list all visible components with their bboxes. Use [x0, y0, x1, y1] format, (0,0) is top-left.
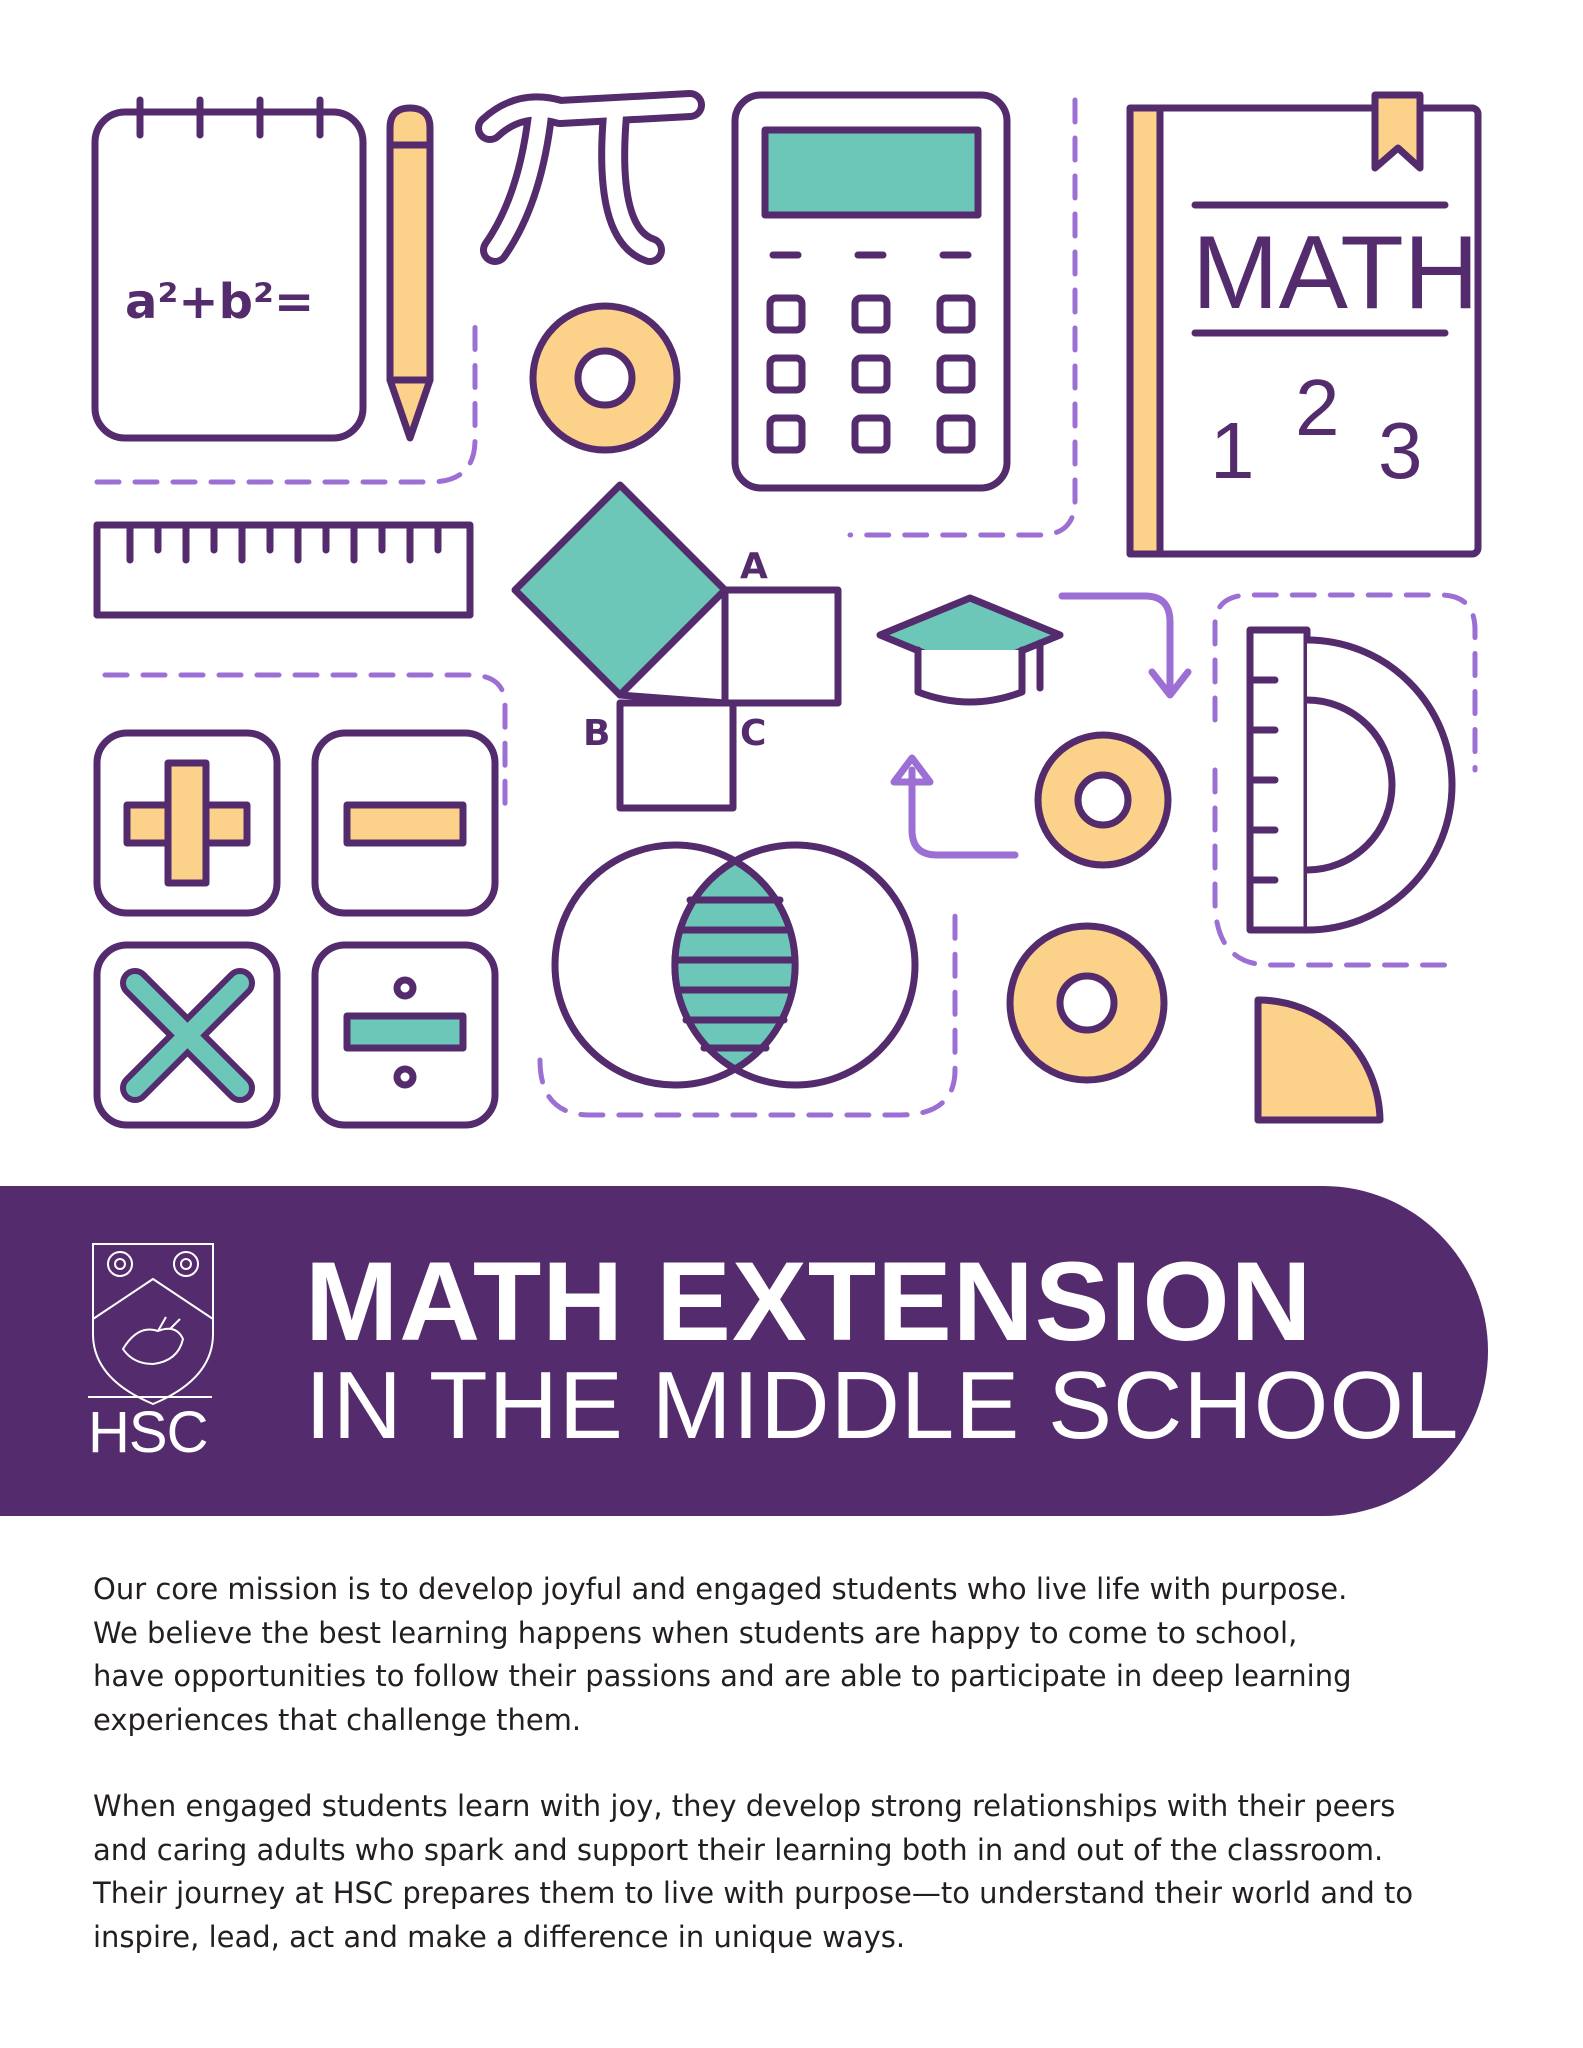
- book-number-3: 3: [1378, 406, 1423, 495]
- text-line: We believe the best learning happens when students are happy to come to school,: [93, 1615, 1298, 1650]
- book-number-2: 2: [1295, 363, 1340, 452]
- plus-icon: [97, 733, 277, 913]
- text-line: When engaged students learn with joy, they develop strong relationships with their peers: [93, 1789, 1396, 1823]
- book-title: MATH: [1192, 215, 1479, 331]
- paragraph-1: [93, 1568, 1493, 1742]
- ruler-icon: [97, 525, 470, 615]
- math-book-icon: [1130, 95, 1479, 554]
- text-line: experiences that challenge them.: [93, 1702, 582, 1737]
- paragraph-2: [93, 1785, 1493, 1959]
- quarter-circle-icon: [1258, 1000, 1380, 1120]
- minus-icon: [315, 733, 495, 913]
- notepad-formula: a²+b²=: [125, 274, 315, 330]
- book-number-1: 1: [1210, 406, 1255, 495]
- text-line: and caring adults who spark and support their learning both in and out of the classroom.: [93, 1832, 1384, 1867]
- divide-icon: [315, 945, 495, 1125]
- text-line: Their journey at HSC prepares them to live with purpose—to understand their world and to: [93, 1876, 1414, 1910]
- gear-icon: [533, 306, 677, 450]
- notepad-icon: [95, 100, 363, 438]
- pencil-icon: [390, 108, 430, 438]
- page-title: MATH EXTENSION: [305, 1239, 1313, 1364]
- label-b: B: [583, 713, 611, 754]
- graduation-cap-icon: [880, 598, 1060, 702]
- text-line: have opportunities to follow their passions and are able to participate in deep learning: [93, 1659, 1352, 1693]
- calculator-icon: [735, 95, 1007, 488]
- title-banner: [0, 1186, 1488, 1516]
- label-c: C: [740, 713, 767, 754]
- label-a: A: [740, 546, 768, 587]
- school-crest-logo: [88, 1234, 218, 1414]
- multiply-icon: [97, 945, 277, 1125]
- school-logo-text: HSC: [88, 1400, 208, 1465]
- venn-diagram-icon: [555, 845, 915, 1085]
- text-line: Our core mission is to develop joyful and engaged students who live life with purpose.: [93, 1572, 1348, 1606]
- body-copy: [93, 1568, 1493, 2002]
- crest-divider: [88, 1396, 212, 1398]
- protractor-icon: [1250, 630, 1452, 930]
- text-line: inspire, lead, act and make a difference in unique ways.: [93, 1919, 906, 1954]
- gear-icon-2: [1038, 735, 1168, 865]
- pythagoras-diagram-icon: [515, 485, 838, 808]
- page-subtitle: IN THE MIDDLE SCHOOL: [305, 1352, 1460, 1459]
- gear-icon-3: [1010, 926, 1164, 1080]
- pi-icon: [490, 105, 690, 250]
